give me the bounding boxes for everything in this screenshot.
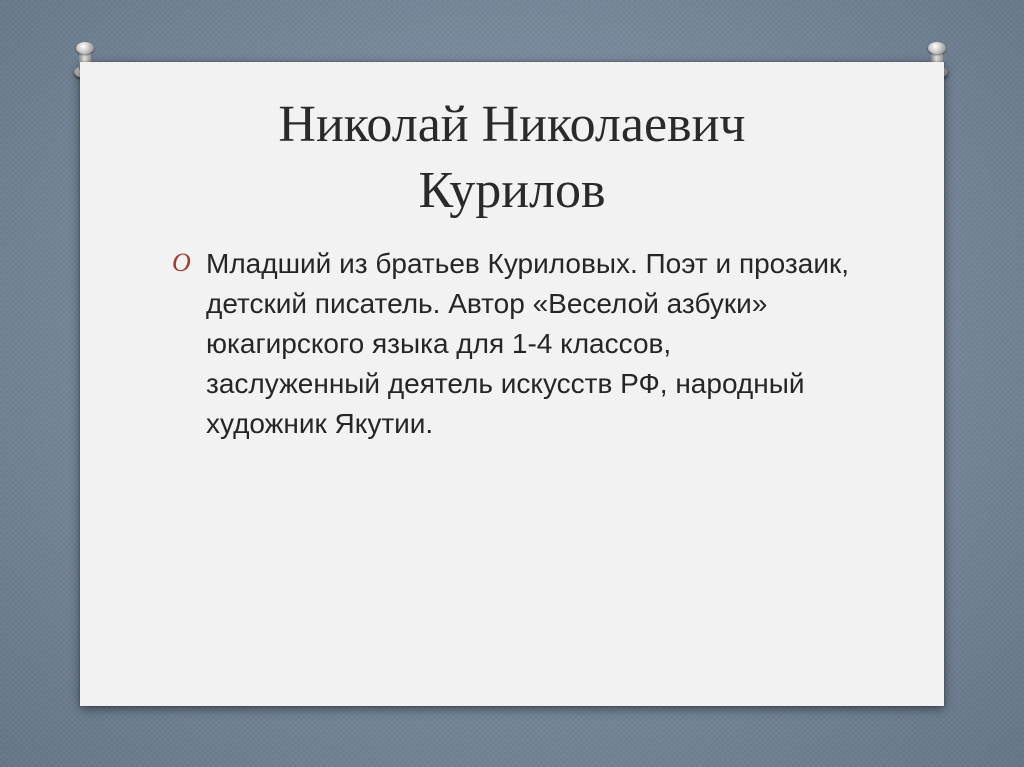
slide-title-line-1: Николай Николаевич xyxy=(278,96,746,153)
slide-card xyxy=(80,62,944,706)
bullet-item xyxy=(172,244,852,444)
slide-title-line-2: Курилов xyxy=(418,162,606,219)
slide-title xyxy=(80,92,944,224)
bullet-text: Младший из братьев Куриловых. Поэт и прозаик, детский писатель. Автор «Веселой азбуки» юкагирского языка для 1-4 классов, заслуженный деятель искусств РФ, народный художник Якутии. xyxy=(206,248,850,439)
bullet-marker-icon: O xyxy=(172,248,191,277)
